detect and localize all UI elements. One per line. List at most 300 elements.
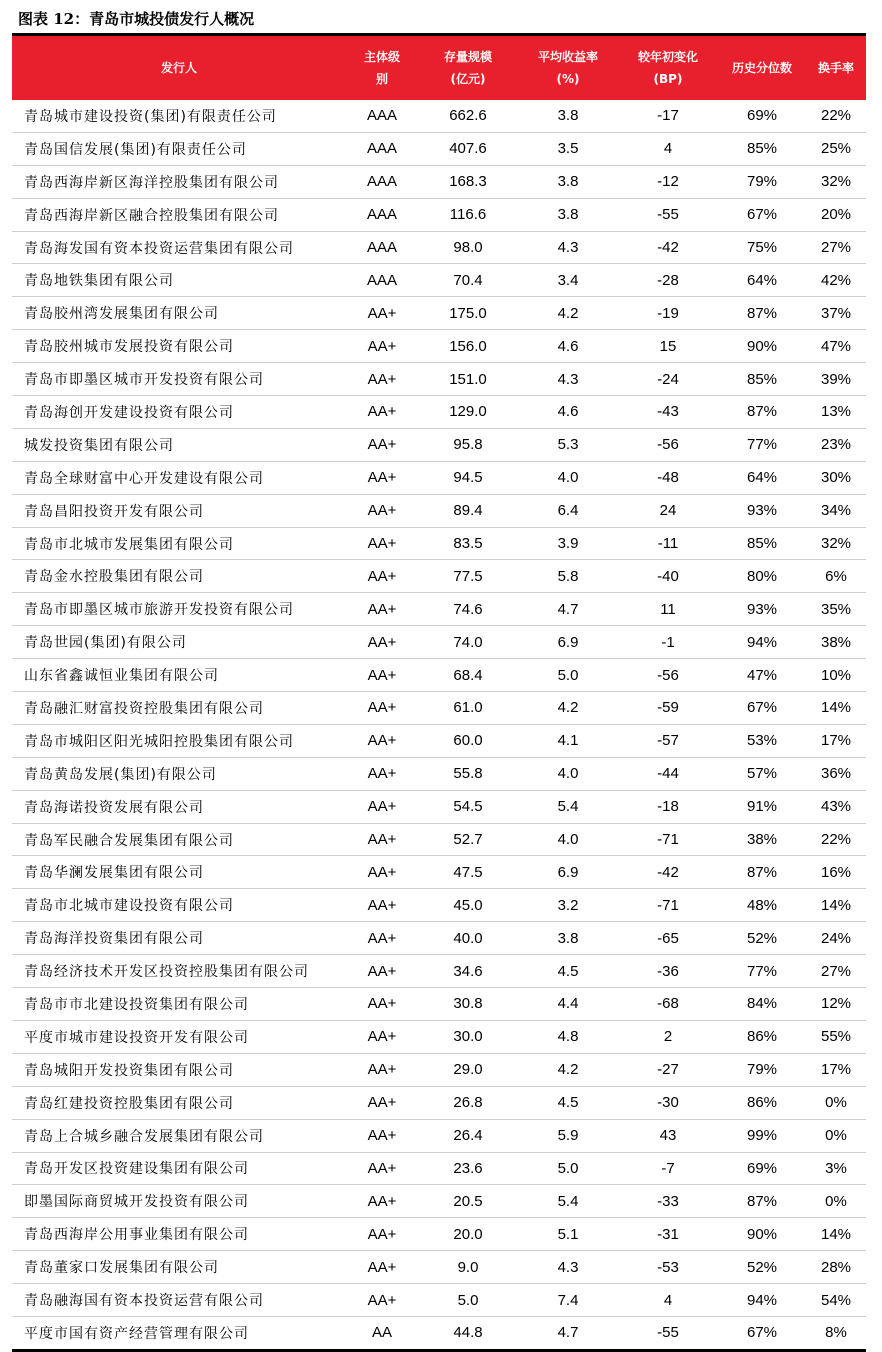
cell-rating: AA+ (346, 428, 418, 461)
table-row (12, 363, 866, 396)
cell-rating: AA (371, 1324, 392, 1342)
cell-percentile: 38% (718, 823, 806, 856)
cell-balance: 54.5 (418, 790, 518, 823)
header-turnover: 换手率 (806, 36, 866, 100)
table-row (12, 724, 866, 757)
cell-issuer-name: 青岛胶州湾发展集团有限公司 (12, 297, 346, 330)
cell-issuer-name: 青岛市即墨区城市旅游开发投资有限公司 (12, 593, 346, 626)
cell-percentile: 77% (718, 428, 806, 461)
cell-balance: 52.7 (418, 823, 518, 856)
cell-rating: AA+ (346, 363, 418, 396)
table-row (12, 889, 866, 922)
table-header-row (12, 36, 866, 100)
table-row (12, 659, 866, 692)
cell-percentile: 93% (718, 494, 806, 527)
cell-turnover: 30% (806, 461, 866, 494)
cell-yield: 4.6 (518, 396, 618, 429)
cell-turnover: 28% (806, 1251, 866, 1284)
cell-change: -17 (618, 100, 718, 132)
cell-turnover: 34% (806, 494, 866, 527)
table-row (12, 692, 866, 725)
table-row (12, 757, 866, 790)
cell-rating: AA+ (346, 889, 418, 922)
cell-percentile: 85% (718, 527, 806, 560)
cell-change: -1 (618, 626, 718, 659)
cell-balance: 26.4 (418, 1119, 518, 1152)
cell-balance: 175.0 (418, 297, 518, 330)
cell-percentile: 67% (746, 1324, 778, 1342)
cell-change: -42 (618, 231, 718, 264)
cell-change: -59 (618, 692, 718, 725)
cell-rating: AA+ (346, 626, 418, 659)
cell-turnover: 39% (806, 363, 866, 396)
cell-balance: 20.0 (418, 1218, 518, 1251)
cell-change: -65 (618, 922, 718, 955)
cell-issuer-name: 青岛海发国有资本投资运营集团有限公司 (12, 231, 346, 264)
cell-change: -18 (618, 790, 718, 823)
cell-yield: 5.0 (518, 1152, 618, 1185)
cell-percentile: 69% (718, 100, 806, 132)
cell-turnover: 12% (806, 988, 866, 1021)
cell-yield: 6.9 (518, 626, 618, 659)
cell-issuer-name: 青岛融海国有资本投资运营有限公司 (12, 1284, 346, 1317)
cell-yield: 3.8 (518, 198, 618, 231)
cell-issuer-name: 青岛海创开发建设投资有限公司 (12, 396, 346, 429)
header-yield: 平均收益率 (%) (518, 36, 618, 100)
cell-issuer-name: 青岛西海岸新区海洋控股集团有限公司 (12, 165, 346, 198)
cell-yield: 4.0 (518, 823, 618, 856)
cell-change: -12 (618, 165, 718, 198)
cell-change: -57 (618, 724, 718, 757)
cell-issuer-name: 青岛市即墨区城市开发投资有限公司 (12, 363, 346, 396)
cell-turnover: 55% (806, 1020, 866, 1053)
cell-rating: AA+ (346, 527, 418, 560)
cell-change: -48 (618, 461, 718, 494)
table-row (12, 1086, 866, 1119)
cell-turnover: 16% (806, 856, 866, 889)
cell-issuer-name: 青岛胶州城市发展投资有限公司 (12, 330, 346, 363)
table-row (12, 988, 866, 1021)
cell-change: 15 (618, 330, 718, 363)
cell-percentile: 87% (718, 396, 806, 429)
cell-change: -7 (618, 1152, 718, 1185)
cell-turnover: 27% (806, 955, 866, 988)
cell-percentile: 94% (718, 1284, 806, 1317)
cell-percentile: 79% (718, 165, 806, 198)
cell-yield: 4.0 (518, 461, 618, 494)
cell-issuer-name: 山东省鑫诚恒业集团有限公司 (12, 659, 346, 692)
table-row (12, 1152, 866, 1185)
cell-balance: 89.4 (418, 494, 518, 527)
cell-issuer-name: 青岛全球财富中心开发建设有限公司 (12, 461, 346, 494)
cell-balance: 70.4 (418, 264, 518, 297)
cell-issuer-name: 即墨国际商贸城开发投资有限公司 (12, 1185, 346, 1218)
cell-balance: 74.6 (418, 593, 518, 626)
cell-rating: AA+ (346, 593, 418, 626)
cell-rating: AA+ (346, 922, 418, 955)
header-percentile: 历史分位数 (718, 36, 806, 100)
cell-percentile: 86% (718, 1086, 806, 1119)
table-row (12, 1251, 866, 1284)
cell-issuer-name: 青岛市北城市建设投资有限公司 (12, 889, 346, 922)
cell-balance: 29.0 (418, 1053, 518, 1086)
cell-percentile: 69% (718, 1152, 806, 1185)
cell-change: -53 (618, 1251, 718, 1284)
cell-turnover: 35% (806, 593, 866, 626)
cell-balance: 98.0 (418, 231, 518, 264)
cell-percentile: 67% (718, 198, 806, 231)
table-row (12, 494, 866, 527)
cell-balance: 77.5 (418, 560, 518, 593)
cell-change: 43 (618, 1119, 718, 1152)
cell-yield: 3.8 (518, 922, 618, 955)
table-row (12, 955, 866, 988)
cell-turnover: 42% (806, 264, 866, 297)
cell-balance: 60.0 (418, 724, 518, 757)
cell-issuer-name: 平度市城市建设投资开发有限公司 (12, 1020, 346, 1053)
header-change: 较年初变化 (BP) (618, 36, 718, 100)
cell-change: -44 (618, 757, 718, 790)
cell-issuer-name: 青岛海诺投资发展有限公司 (12, 790, 346, 823)
cell-turnover: 22% (806, 100, 866, 132)
table-row (12, 330, 866, 363)
cell-rating: AA+ (346, 1218, 418, 1251)
cell-balance: 5.0 (418, 1284, 518, 1317)
header-balance: 存量规模 (亿元) (418, 36, 518, 100)
cell-change: 11 (618, 593, 718, 626)
cell-issuer-name: 城发投资集团有限公司 (12, 428, 346, 461)
cell-change: -11 (618, 527, 718, 560)
cell-percentile: 79% (718, 1053, 806, 1086)
cell-rating: AAA (346, 231, 418, 264)
cell-percentile: 85% (718, 363, 806, 396)
cell-issuer-name: 青岛华澜发展集团有限公司 (12, 856, 346, 889)
cell-change: -30 (618, 1086, 718, 1119)
table-bottom-rule (12, 1349, 866, 1352)
cell-issuer-name: 青岛经济技术开发区投资控股集团有限公司 (12, 955, 346, 988)
table-row (12, 626, 866, 659)
cell-percentile: 57% (718, 757, 806, 790)
header-rating: 主体级 别 (346, 36, 418, 100)
cell-issuer-name: 青岛市北城市发展集团有限公司 (12, 527, 346, 560)
cell-change: -71 (618, 823, 718, 856)
cell-rating: AAA (346, 132, 418, 165)
cell-rating: AA+ (346, 396, 418, 429)
cell-rating: AA+ (346, 1086, 418, 1119)
cell-balance: 407.6 (418, 132, 518, 165)
cell-balance: 47.5 (418, 856, 518, 889)
cell-percentile: 64% (718, 264, 806, 297)
cell-change: 4 (618, 132, 718, 165)
cell-balance: 9.0 (418, 1251, 518, 1284)
cell-change: -55 (618, 198, 718, 231)
cell-percentile: 90% (718, 1218, 806, 1251)
cell-turnover: 32% (806, 527, 866, 560)
cell-yield: 5.4 (518, 790, 618, 823)
cell-turnover: 36% (806, 757, 866, 790)
table-row (12, 396, 866, 429)
cell-turnover: 54% (806, 1284, 866, 1317)
table-row (12, 461, 866, 494)
table-row (12, 1316, 866, 1348)
cell-yield: 5.4 (518, 1185, 618, 1218)
cell-turnover: 43% (806, 790, 866, 823)
cell-turnover: 23% (806, 428, 866, 461)
cell-yield: 5.1 (518, 1218, 618, 1251)
cell-issuer-name: 青岛世园(集团)有限公司 (12, 626, 346, 659)
cell-change: -33 (618, 1185, 718, 1218)
cell-rating: AA+ (346, 988, 418, 1021)
table-row (12, 165, 866, 198)
cell-balance: 45.0 (418, 889, 518, 922)
cell-yield: 4.4 (518, 988, 618, 1021)
cell-yield: 4.5 (518, 1086, 618, 1119)
cell-rating: AA+ (346, 1185, 418, 1218)
cell-yield: 4.5 (518, 955, 618, 988)
cell-balance: 55.8 (418, 757, 518, 790)
cell-yield: 4.3 (518, 363, 618, 396)
cell-percentile: 93% (718, 593, 806, 626)
cell-yield: 4.3 (518, 231, 618, 264)
cell-balance: 74.0 (418, 626, 518, 659)
cell-percentile: 85% (718, 132, 806, 165)
cell-yield: 3.8 (518, 165, 618, 198)
cell-turnover: 14% (806, 692, 866, 725)
cell-yield: 4.3 (518, 1251, 618, 1284)
cell-yield: 4.8 (518, 1020, 618, 1053)
cell-percentile: 80% (718, 560, 806, 593)
cell-rating: AA+ (346, 1053, 418, 1086)
cell-percentile: 90% (718, 330, 806, 363)
cell-turnover: 38% (806, 626, 866, 659)
cell-issuer-name: 青岛城阳开发投资集团有限公司 (12, 1053, 346, 1086)
cell-rating: AA+ (346, 494, 418, 527)
cell-change: 24 (618, 494, 718, 527)
cell-rating: AA+ (346, 1152, 418, 1185)
cell-issuer-name: 平度市国有资产经营管理有限公司 (24, 1325, 249, 1342)
cell-change: 2 (618, 1020, 718, 1053)
cell-percentile: 77% (718, 955, 806, 988)
cell-percentile: 87% (718, 297, 806, 330)
cell-percentile: 52% (718, 922, 806, 955)
cell-turnover: 6% (806, 560, 866, 593)
cell-issuer-name: 青岛红建投资控股集团有限公司 (12, 1086, 346, 1119)
cell-turnover: 24% (806, 922, 866, 955)
cell-yield: 4.7 (557, 1324, 579, 1342)
cell-rating: AA+ (346, 1251, 418, 1284)
cell-turnover: 3% (806, 1152, 866, 1185)
table-row (12, 132, 866, 165)
cell-turnover: 14% (806, 1218, 866, 1251)
cell-rating: AA+ (346, 659, 418, 692)
cell-turnover: 47% (806, 330, 866, 363)
table-row (12, 297, 866, 330)
cell-turnover: 20% (806, 198, 866, 231)
cell-balance: 20.5 (418, 1185, 518, 1218)
cell-yield: 3.5 (518, 132, 618, 165)
cell-yield: 5.8 (518, 560, 618, 593)
cell-yield: 7.4 (518, 1284, 618, 1317)
table-row (12, 1218, 866, 1251)
cell-rating: AA+ (346, 461, 418, 494)
cell-balance: 40.0 (418, 922, 518, 955)
cell-percentile: 99% (718, 1119, 806, 1152)
table-row (12, 1284, 866, 1317)
cell-rating: AA+ (346, 330, 418, 363)
cell-percentile: 64% (718, 461, 806, 494)
cell-turnover: 32% (806, 165, 866, 198)
cell-balance: 151.0 (418, 363, 518, 396)
table-row (12, 428, 866, 461)
cell-percentile: 94% (718, 626, 806, 659)
cell-turnover: 37% (806, 297, 866, 330)
cell-rating: AA+ (346, 560, 418, 593)
cell-issuer-name: 青岛城市建设投资(集团)有限责任公司 (12, 100, 346, 132)
cell-turnover: 0% (806, 1086, 866, 1119)
cell-change: -71 (618, 889, 718, 922)
cell-issuer-name: 青岛海洋投资集团有限公司 (12, 922, 346, 955)
cell-change: -31 (618, 1218, 718, 1251)
cell-percentile: 52% (718, 1251, 806, 1284)
issuer-table-container (12, 33, 866, 1352)
cell-yield: 5.0 (518, 659, 618, 692)
cell-balance: 168.3 (418, 165, 518, 198)
cell-yield: 3.8 (518, 100, 618, 132)
cell-balance: 116.6 (418, 198, 518, 231)
cell-balance: 68.4 (418, 659, 518, 692)
cell-issuer-name: 青岛融汇财富投资控股集团有限公司 (12, 692, 346, 725)
cell-issuer-name: 青岛军民融合发展集团有限公司 (12, 823, 346, 856)
cell-change: -27 (618, 1053, 718, 1086)
cell-turnover: 14% (806, 889, 866, 922)
cell-turnover: 27% (806, 231, 866, 264)
cell-balance: 26.8 (418, 1086, 518, 1119)
cell-rating: AA+ (346, 757, 418, 790)
cell-percentile: 47% (718, 659, 806, 692)
cell-rating: AA+ (346, 692, 418, 725)
cell-turnover: 25% (806, 132, 866, 165)
cell-balance: 129.0 (418, 396, 518, 429)
cell-turnover: 17% (806, 1053, 866, 1086)
cell-balance: 61.0 (418, 692, 518, 725)
table-row (12, 856, 866, 889)
cell-yield: 4.0 (518, 757, 618, 790)
cell-change: -68 (618, 988, 718, 1021)
cell-percentile: 48% (718, 889, 806, 922)
cell-rating: AAA (346, 165, 418, 198)
issuer-table (12, 36, 866, 1349)
cell-yield: 3.9 (518, 527, 618, 560)
cell-balance: 94.5 (418, 461, 518, 494)
table-body (12, 100, 866, 1349)
cell-issuer-name: 青岛上合城乡融合发展集团有限公司 (12, 1119, 346, 1152)
table-row (12, 1020, 866, 1053)
cell-rating: AA+ (346, 724, 418, 757)
cell-yield: 5.3 (518, 428, 618, 461)
cell-balance: 662.6 (418, 100, 518, 132)
cell-percentile: 67% (718, 692, 806, 725)
cell-percentile: 87% (718, 1185, 806, 1218)
cell-rating: AA+ (346, 790, 418, 823)
header-issuer: 发行人 (12, 36, 346, 100)
cell-change: -56 (618, 428, 718, 461)
cell-issuer-name: 青岛黄岛发展(集团)有限公司 (12, 757, 346, 790)
cell-yield: 3.4 (518, 264, 618, 297)
cell-turnover: 10% (806, 659, 866, 692)
cell-yield: 3.2 (518, 889, 618, 922)
cell-percentile: 87% (718, 856, 806, 889)
cell-issuer-name: 青岛国信发展(集团)有限责任公司 (12, 132, 346, 165)
cell-issuer-name: 青岛市市北建设投资集团有限公司 (12, 988, 346, 1021)
cell-issuer-name: 青岛董家口发展集团有限公司 (12, 1251, 346, 1284)
cell-balance: 34.6 (418, 955, 518, 988)
cell-change: -19 (618, 297, 718, 330)
cell-rating: AAA (346, 198, 418, 231)
cell-change: -42 (618, 856, 718, 889)
cell-yield: 4.1 (518, 724, 618, 757)
cell-percentile: 75% (718, 231, 806, 264)
cell-change: -43 (618, 396, 718, 429)
cell-rating: AAA (346, 100, 418, 132)
table-row (12, 823, 866, 856)
table-row (12, 560, 866, 593)
cell-change: -56 (618, 659, 718, 692)
cell-turnover: 8% (825, 1324, 847, 1342)
cell-turnover: 0% (806, 1119, 866, 1152)
cell-percentile: 53% (718, 724, 806, 757)
cell-change: -55 (657, 1324, 679, 1342)
cell-balance: 44.8 (453, 1324, 483, 1342)
table-row (12, 527, 866, 560)
cell-percentile: 86% (718, 1020, 806, 1053)
table-row (12, 100, 866, 132)
cell-issuer-name: 青岛金水控股集团有限公司 (12, 560, 346, 593)
cell-rating: AAA (346, 264, 418, 297)
table-row (12, 198, 866, 231)
cell-turnover: 13% (806, 396, 866, 429)
cell-rating: AA+ (346, 297, 418, 330)
cell-balance: 30.0 (418, 1020, 518, 1053)
cell-change: 4 (618, 1284, 718, 1317)
cell-rating: AA+ (346, 1284, 418, 1317)
cell-rating: AA+ (346, 1119, 418, 1152)
cell-balance: 95.8 (418, 428, 518, 461)
cell-issuer-name: 青岛西海岸公用事业集团有限公司 (12, 1218, 346, 1251)
cell-balance: 30.8 (418, 988, 518, 1021)
table-row (12, 1119, 866, 1152)
table-row (12, 231, 866, 264)
cell-turnover: 22% (806, 823, 866, 856)
table-row (12, 790, 866, 823)
table-row (12, 922, 866, 955)
cell-issuer-name: 青岛市城阳区阳光城阳控股集团有限公司 (12, 724, 346, 757)
cell-issuer-name: 青岛地铁集团有限公司 (12, 264, 346, 297)
cell-issuer-name: 青岛昌阳投资开发有限公司 (12, 494, 346, 527)
cell-percentile: 91% (718, 790, 806, 823)
cell-rating: AA+ (346, 955, 418, 988)
cell-yield: 4.7 (518, 593, 618, 626)
cell-turnover: 0% (806, 1185, 866, 1218)
cell-change: -24 (618, 363, 718, 396)
cell-balance: 23.6 (418, 1152, 518, 1185)
cell-change: -36 (618, 955, 718, 988)
table-row (12, 1053, 866, 1086)
table-row (12, 1185, 866, 1218)
cell-turnover: 17% (806, 724, 866, 757)
cell-rating: AA+ (346, 856, 418, 889)
cell-rating: AA+ (346, 1020, 418, 1053)
table-row (12, 264, 866, 297)
